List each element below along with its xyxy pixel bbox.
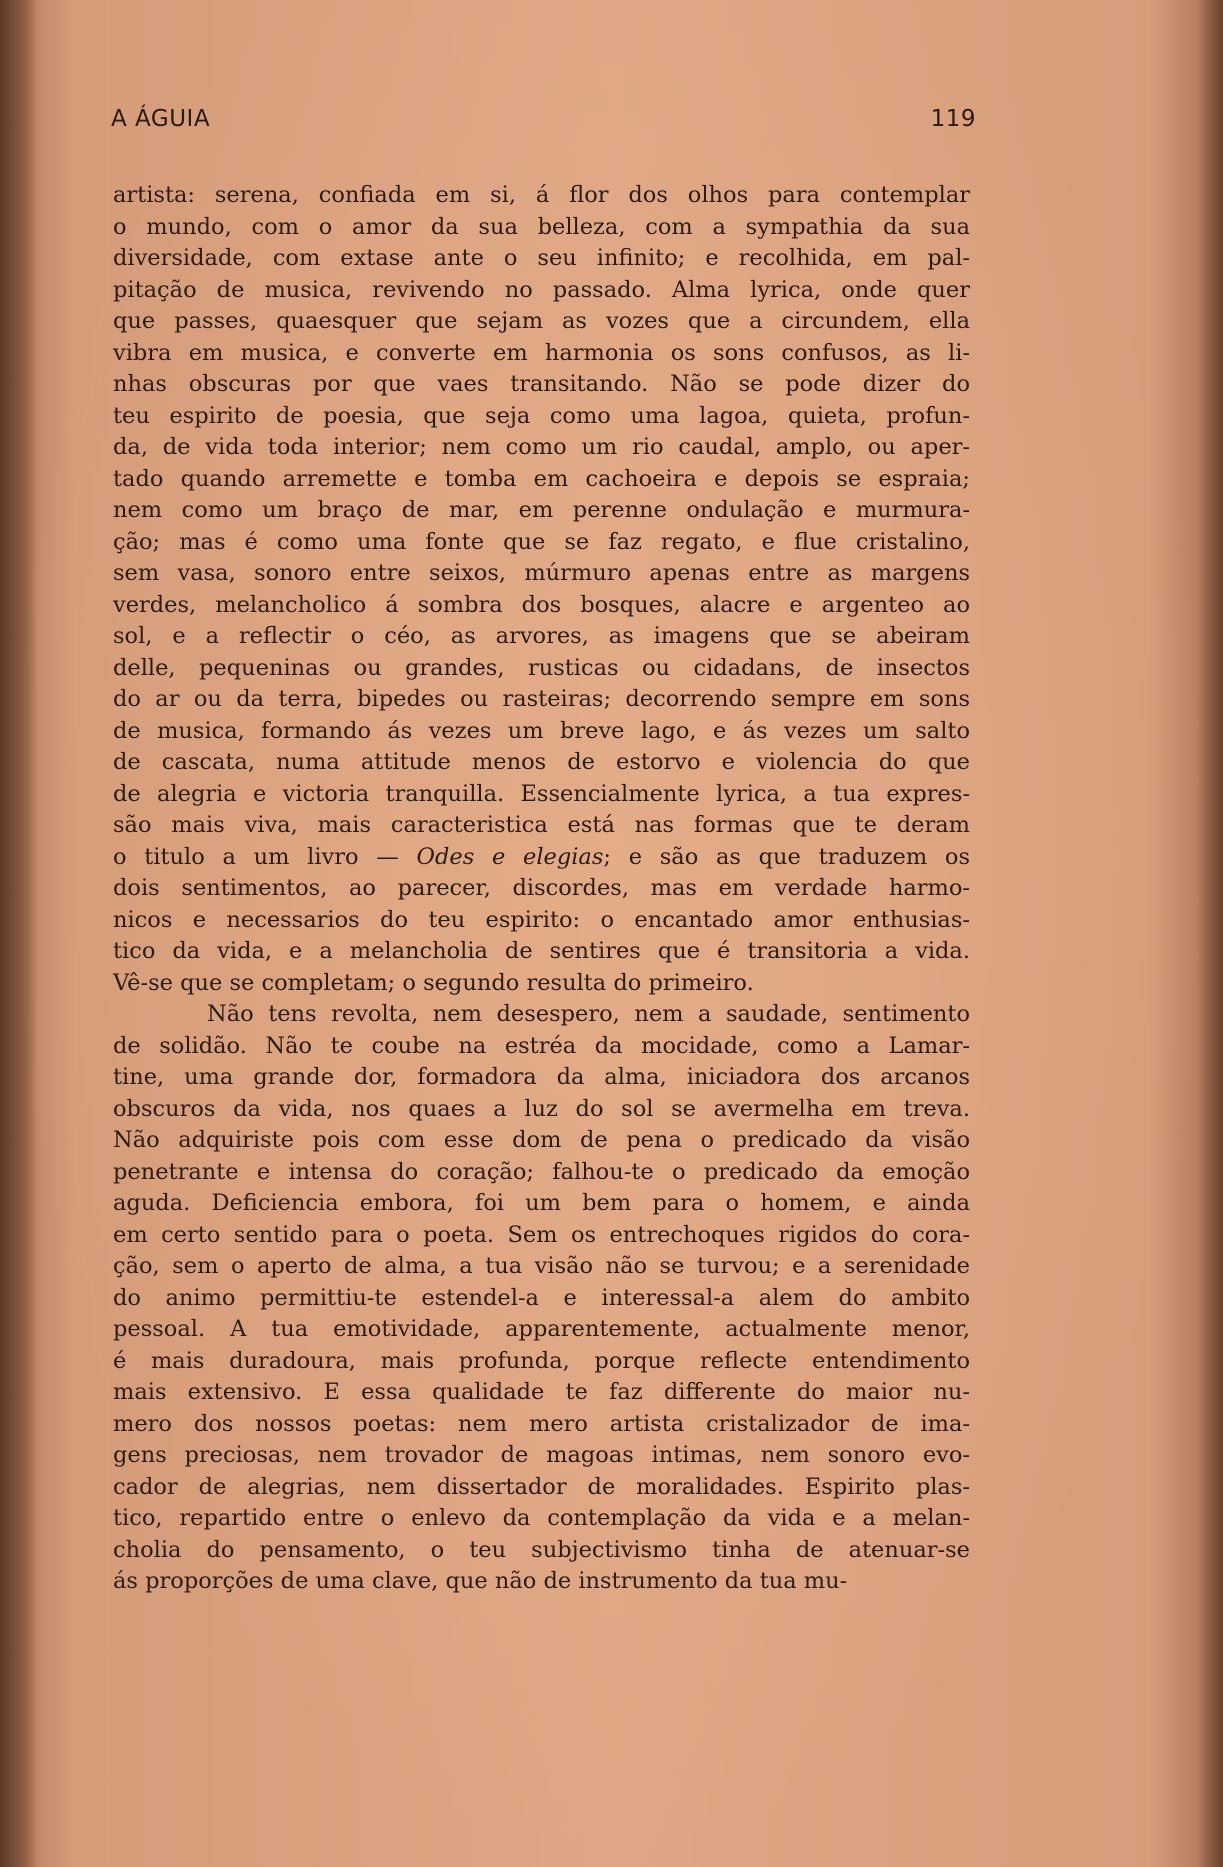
text-line: tado quando arremette e tomba em cachoeira e depois se espraia; [113, 465, 970, 492]
text-line: de cascata, numa attitude menos de estorvo e violencia do que [113, 749, 970, 775]
page-number: 119 [930, 106, 976, 132]
text-line: Não adquiriste pois com esse dom de pena o predicado da visão [113, 1127, 970, 1153]
text-line: pessoal. A tua emotividade, apparentemente, actualmente menor, [113, 1316, 970, 1342]
text-line: Não tens revolta, nem desespero, nem a saudade, sentimento [207, 1001, 970, 1027]
text-line: mais extensivo. E essa qualidade te faz differente do maior nu- [113, 1379, 970, 1405]
text-line: da, de vida toda interior; nem como um rio caudal, amplo, ou aper- [113, 434, 970, 460]
text-line: de musica, formando ás vezes um breve lago, e ás vezes um salto [113, 717, 970, 744]
book-title: Odes e elegias [416, 843, 604, 870]
text-line: cholia do pensamento, o teu subjectivismo tinha de atenuar-se [113, 1536, 970, 1563]
text-line: nicos e necessarios do teu espirito: o encantado amor enthusias- [113, 906, 970, 933]
text-line: ás proporções de uma clave, que não de instrumento da tua mu- [113, 1568, 848, 1594]
text-line: diversidade, com extase ante o seu infinito; e recolhida, em pal- [113, 245, 970, 271]
text-line: do ar ou da terra, bipedes ou rasteiras; decorrendo sempre em sons [113, 686, 970, 712]
journal-title: A ÁGUIA [111, 106, 211, 132]
text-line: nhas obscuras por que vaes transitando. Não se pode dizer do [113, 371, 970, 397]
text-line: tico, repartido entre o enlevo da contemplação da vida e a melan- [113, 1505, 970, 1531]
text-line: de solidão. Não te coube na estréa da mocidade, como a Lamar- [113, 1032, 970, 1059]
text-line: penetrante e intensa do coração; falhou-te o predicado da emoção [113, 1158, 970, 1185]
text-line: aguda. Deficiencia embora, foi um bem para o homem, e ainda [113, 1190, 970, 1216]
text-line: gens preciosas, nem trovador de magoas intimas, nem sonoro evo- [113, 1442, 970, 1468]
text-line: nem como um braço de mar, em perenne ondulação e murmura- [113, 497, 970, 523]
text-line: é mais duradoura, mais profunda, porque reflecte entendimento [113, 1347, 970, 1374]
text-line: delle, pequeninas ou grandes, rusticas ou cidadans, de insectos [113, 654, 970, 681]
text-line: obscuros da vida, nos quaes a luz do sol se avermelha em treva. [113, 1095, 970, 1122]
text-line: vibra em musica, e converte em harmonia os sons confusos, as li- [113, 339, 970, 366]
text-line: pitação de musica, revivendo no passado. Alma lyrica, onde quer [113, 276, 970, 303]
text-line: cador de alegrias, nem dissertador de moralidades. Espirito plas- [113, 1473, 970, 1500]
text-line: tico da vida, e a melancholia de sentires que é transitoria a vida. [113, 938, 970, 964]
text-line: tine, uma grande dor, formadora da alma, iniciadora dos arcanos [113, 1064, 970, 1090]
text-line: Vê-se que se completam; o segundo resulta do primeiro. [113, 969, 754, 996]
text-line: são mais viva, mais caracteristica está nas formas que te deram [113, 812, 970, 838]
text-line: que passes, quaesquer que sejam as vozes que a circundem, ella [113, 308, 970, 334]
text-line: sem vasa, sonoro entre seixos, múrmuro apenas entre as margens [113, 560, 970, 586]
text-line: de alegria e victoria tranquilla. Essencialmente lyrica, a tua expres- [113, 780, 970, 807]
text-line: do animo permittiu-te estendel-a e interessal-a alem do ambito [113, 1284, 970, 1311]
text-line: ção; mas é como uma fonte que se faz regato, e flue cristalino, [113, 528, 970, 555]
text-line: teu espirito de poesia, que seja como uma lagoa, quieta, profun- [113, 402, 970, 429]
text-line: artista: serena, confiada em si, á flor dos olhos para contemplar [113, 182, 970, 208]
text-line: em certo sentido para o poeta. Sem os entrechoques rigidos do cora- [113, 1221, 970, 1248]
body-text [113, 180, 970, 1598]
text-line: o mundo, com o amor da sua belleza, com a sympathia da sua [113, 213, 970, 240]
text-line: ção, sem o aperto de alma, a tua visão não se turvou; e a serenidade [113, 1253, 970, 1279]
text-line: verdes, melancholico á sombra dos bosques, alacre e argenteo ao [113, 591, 970, 618]
text-line: sol, e a reflectir o céo, as arvores, as imagens que se abeiram [113, 623, 970, 649]
text-line: dois sentimentos, ao parecer, discordes, mas em verdade harmo- [113, 875, 970, 901]
text-line: mero dos nossos poetas: nem mero artista cristalizador de ima- [113, 1410, 970, 1437]
text-line: o titulo a um livro — Odes e elegias; e são as que traduzem os [113, 843, 970, 870]
